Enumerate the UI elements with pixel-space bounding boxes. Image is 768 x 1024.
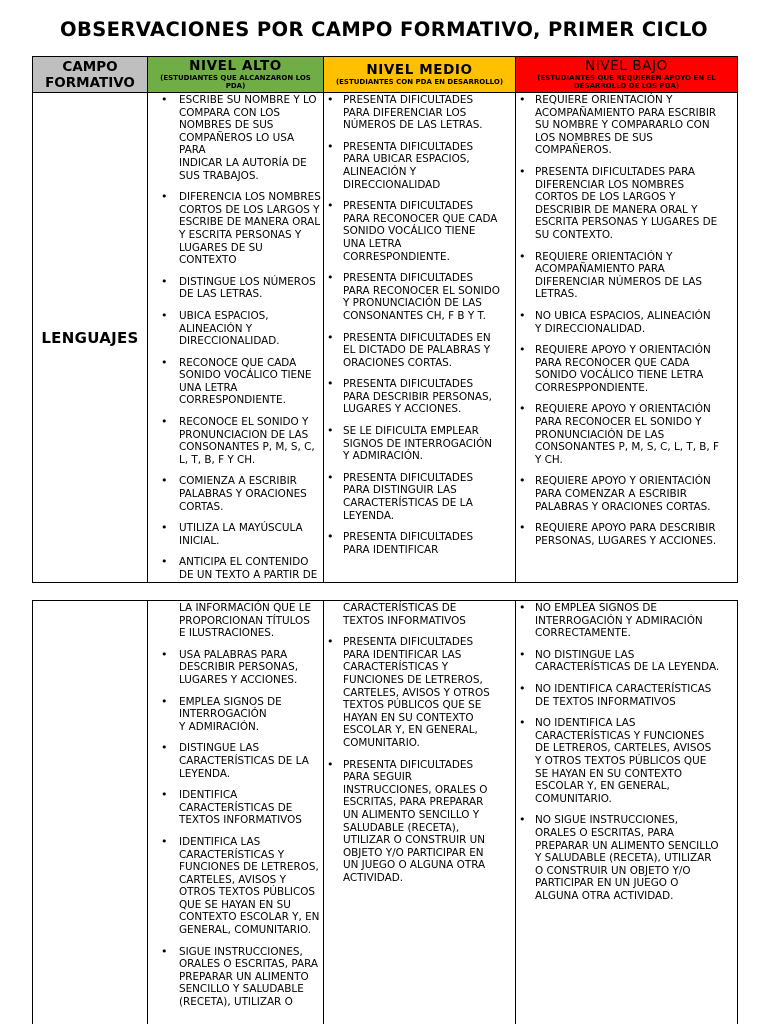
lenguajes-row-continued [33, 601, 738, 1024]
nivel-medio-cell-continued [324, 601, 516, 1024]
nivel-medio-title: NIVEL MEDIO [366, 61, 473, 78]
list-item: • IDENTIFICA CARACTERÍSTICAS DE TEXTOS INFORMATIVOS [148, 789, 323, 827]
nivel-bajo-list [516, 94, 737, 547]
list-item: • UBICA ESPACIOS, ALINEACIÓN Y DIRECCIONALIDAD. [148, 310, 323, 348]
nivel-alto-cell [148, 93, 324, 583]
list-item: • PRESENTA DIFICULTADES PARA RECONOCER EL SONIDO Y PRONUNCIACIÓN DE LAS CONSONANTES CH, F B Y T. [324, 272, 515, 322]
list-item: • NO IDENTIFICA LAS CARACTERÍSTICAS Y FUNCIONES DE LETREROS, CARTELES, AVISOS Y OTROS TEXTOS PÚBLICOS QUE SE HAYAN EN SU CONTEXTO ESCOLAR Y, EN GENERAL, COMUNITARIO. [516, 717, 737, 805]
list-item: • PRESENTA DIFICULTADES PARA IDENTIFICAR LAS CARACTERÍSTICAS Y FUNCIONES DE LETREROS, CARTELES, AVISOS Y OTROS TEXTOS PÚBLICOS QUE SE HAYAN EN SU CONTEXTO ESCOLAR Y, EN GENERAL, COMUNITARIO. [324, 636, 515, 749]
list-item: • SE LE DIFICULTA EMPLEAR SIGNOS DE INTERROGACIÓN Y ADMIRACIÓN. [324, 425, 515, 463]
list-item: • ESCRIBE SU NOMBRE Y LO COMPARA CON LOS NOMBRES DE SUS COMPAÑEROS LO USA PARA INDICAR LA AUTORÍA DE SUS TRABAJOS. [148, 94, 323, 182]
nivel-alto-list-continued [148, 602, 323, 1009]
nivel-medio-subtitle: (ESTUDIANTES CON PDA EN DESARROLLO) [335, 77, 504, 86]
list-item: • UTILIZA LA MAYÚSCULA INICIAL. [148, 522, 323, 547]
nivel-medio-list [324, 94, 515, 556]
list-item: • RECONOCE QUE CADA SONIDO VOCÁLICO TIENE UNA LETRA CORRESPONDIENTE. [148, 357, 323, 407]
list-item: • COMIENZA A ESCRIBIR PALABRAS Y ORACIONES CORTAS. [148, 475, 323, 513]
list-item: CARACTERÍSTICAS DE TEXTOS INFORMATIVOS [343, 602, 466, 627]
nivel-medio-list-continued [324, 602, 515, 884]
list-item: • EMPLEA SIGNOS DE INTERROGACIÓN [148, 696, 323, 721]
nivel-bajo-title: NIVEL BAJO [585, 57, 668, 74]
list-item: • NO SIGUE INSTRUCCIONES, ORALES O ESCRITAS, PARA PREPARAR UN ALIMENTO SENCILLO Y SALUDABLE (RECETA), UTILIZAR O CONSTRUIR UN OBJETO Y/O PARTICIPAR EN UN JUEGO O ALGUNA OTRA ACTIVIDAD. [516, 814, 737, 902]
nivel-alto-title: NIVEL ALTO [189, 57, 282, 74]
list-item: • DIFERENCIA LOS NOMBRES CORTOS DE LOS LARGOS Y ESCRIBE DE MANERA ORAL Y ESCRITA PERSONAS Y LUGARES DE SU CONTEXTO [148, 191, 323, 267]
campo-label: LENGUAJES [41, 328, 139, 347]
list-item: • DISTINGUE LOS NÚMEROS DE LAS LETRAS. [148, 276, 323, 301]
document-title: OBSERVACIONES POR CAMPO FORMATIVO, PRIMER CICLO [59, 18, 709, 41]
list-item: • IDENTIFICA LAS CARACTERÍSTICAS Y FUNCIONES DE LETREROS, CARTELES, AVISOS Y OTROS TEXTOS PÚBLICOS QUE SE HAYAN EN SU CONTEXTO ESCOLAR Y, EN GENERAL, COMUNITARIO. [148, 836, 323, 937]
list-item: • SIGUE INSTRUCCIONES, ORALES O ESCRITAS, PARA PREPARAR UN ALIMENTO SENCILLO Y SALUDABLE (RECETA), UTILIZAR O [148, 946, 323, 1009]
list-item: • REQUIERE APOYO Y ORIENTACIÓN PARA RECONOCER QUE CADA SONIDO VOCÁLICO TIENE LETRA CORRESPPONDIENTE. [516, 344, 737, 394]
header-row [33, 57, 738, 93]
nivel-bajo-cell [516, 93, 738, 583]
lenguajes-row [33, 93, 738, 583]
nivel-bajo-header [516, 57, 738, 93]
campo-formativo-header: CAMPO FORMATIVO [33, 57, 148, 93]
list-item: • PRESENTA DIFICULTADES PARA DESCRIBIR PERSONAS, LUGARES Y ACCIONES. [324, 378, 515, 416]
list-item: • PRESENTA DIFICULTADES PARA DIFERENCIAR LOS NOMBRES CORTOS DE LOS LARGOS Y DESCRIBIR DE MANERA ORAL Y ESCRITA PERSONAS Y LUGARES DE SU CONTEXTO. [516, 166, 737, 242]
list-item: • PRESENTA DIFICULTADES PARA UBICAR ESPACIOS, ALINEACIÓN Y DIRECCIONALIDAD [324, 141, 515, 191]
nivel-alto-header [148, 57, 324, 93]
list-item: • PRESENTA DIFICULTADES PARA RECONOCER QUE CADA SONIDO VOCÁLICO TIENE UNA LETRA CORRESPONDIENTE. [324, 200, 515, 263]
nivel-alto-list [148, 94, 323, 582]
list-item: Y ADMIRACIÓN. [179, 720, 260, 733]
list-item: • PRESENTA DIFICULTADES PARA DIFERENCIAR LOS NÚMEROS DE LAS LETRAS. [324, 94, 515, 132]
observations-table-part-2 [32, 600, 738, 1024]
list-item: • NO EMPLEA SIGNOS DE INTERROGACIÓN Y ADMIRACIÓN CORRECTAMENTE. [516, 602, 737, 640]
nivel-bajo-cell-continued [516, 601, 738, 1024]
list-item: • PRESENTA DIFICULTADES EN EL DICTADO DE PALABRAS Y ORACIONES CORTAS. [324, 332, 515, 370]
list-item: • PRESENTA DIFICULTADES PARA SEGUIR INSTRUCCIONES, ORALES O ESCRITAS, PARA PREPARAR UN ALIMENTO SENCILLO Y SALUDABLE (RECETA), UTILIZAR O CONSTRUIR UN OBJETO Y/O PARTICIPAR EN UN JUEGO O ALGUNA OTRA ACTIVIDAD. [324, 759, 515, 885]
list-item: • REQUIERE APOYO Y ORIENTACIÓN PARA RECONOCER EL SONIDO Y PRONUNCIACIÓN DE LAS CONSONANTES P, M, S, C, L, T, B, F Y CH. [516, 403, 737, 466]
list-item: • PRESENTA DIFICULTADES PARA IDENTIFICAR [324, 531, 515, 556]
list-item: • RECONOCE EL SONIDO Y PRONUNCIACION DE LAS CONSONANTES P, M, S, C, L, T, B, F Y CH. [148, 416, 323, 466]
list-item: • PRESENTA DIFICULTADES PARA DISTINGUIR LAS CARACTERÍSTICAS DE LA LEYENDA. [324, 472, 515, 522]
list-item: • ANTICIPA EL CONTENIDO DE UN TEXTO A PARTIR DE [148, 556, 323, 581]
list-item: • NO IDENTIFICA CARACTERÍSTICAS DE TEXTOS INFORMATIVOS [516, 683, 737, 708]
list-item: • REQUIERE ORIENTACIÓN Y ACOMPAÑAMIENTO PARA DIFERENCIAR NÚMEROS DE LAS LETRAS. [516, 251, 737, 301]
nivel-medio-cell [324, 93, 516, 583]
nivel-alto-cell-continued [148, 601, 324, 1024]
campo-cell-empty [33, 601, 148, 1024]
nivel-alto-subtitle: (ESTUDIANTES QUE ALCANZARON LOS PDA) [160, 73, 311, 90]
nivel-bajo-subtitle: (ESTUDIANTES QUE REQUIEREN APOYO EN EL DESARROLLO DE LOS PDA) [537, 73, 716, 90]
observations-table-part-1 [32, 56, 738, 583]
list-item: • REQUIERE ORIENTACIÓN Y ACOMPAÑAMIENTO PARA ESCRIBIR SU NOMBRE Y COMPARARLO CON LOS NOMBRES DE SUS COMPAÑEROS. [516, 94, 737, 157]
list-item: • USA PALABRAS PARA DESCRIBIR PERSONAS, LUGARES Y ACCIONES. [148, 649, 323, 687]
nivel-medio-header [324, 57, 516, 93]
list-item: • REQUIERE APOYO Y ORIENTACIÓN PARA COMENZAR A ESCRIBIR PALABRAS Y ORACIONES CORTAS. [516, 475, 737, 513]
campo-cell [33, 93, 148, 583]
list-item: • NO DISTINGUE LAS CARACTERÍSTICAS DE LA LEYENDA. [516, 649, 737, 674]
nivel-bajo-list-continued [516, 602, 737, 902]
list-item: • NO UBICA ESPACIOS, ALINEACIÓN Y DIRECCIONALIDAD. [516, 310, 737, 335]
list-item: LA INFORMACIÓN QUE LE PROPORCIONAN TÍTULOS E ILUSTRACIONES. [179, 602, 312, 640]
list-item: • REQUIERE APOYO PARA DESCRIBIR PERSONAS, LUGARES Y ACCIONES. [516, 522, 737, 547]
list-item: • DISTINGUE LAS CARACTERÍSTICAS DE LA LEYENDA. [148, 742, 323, 780]
